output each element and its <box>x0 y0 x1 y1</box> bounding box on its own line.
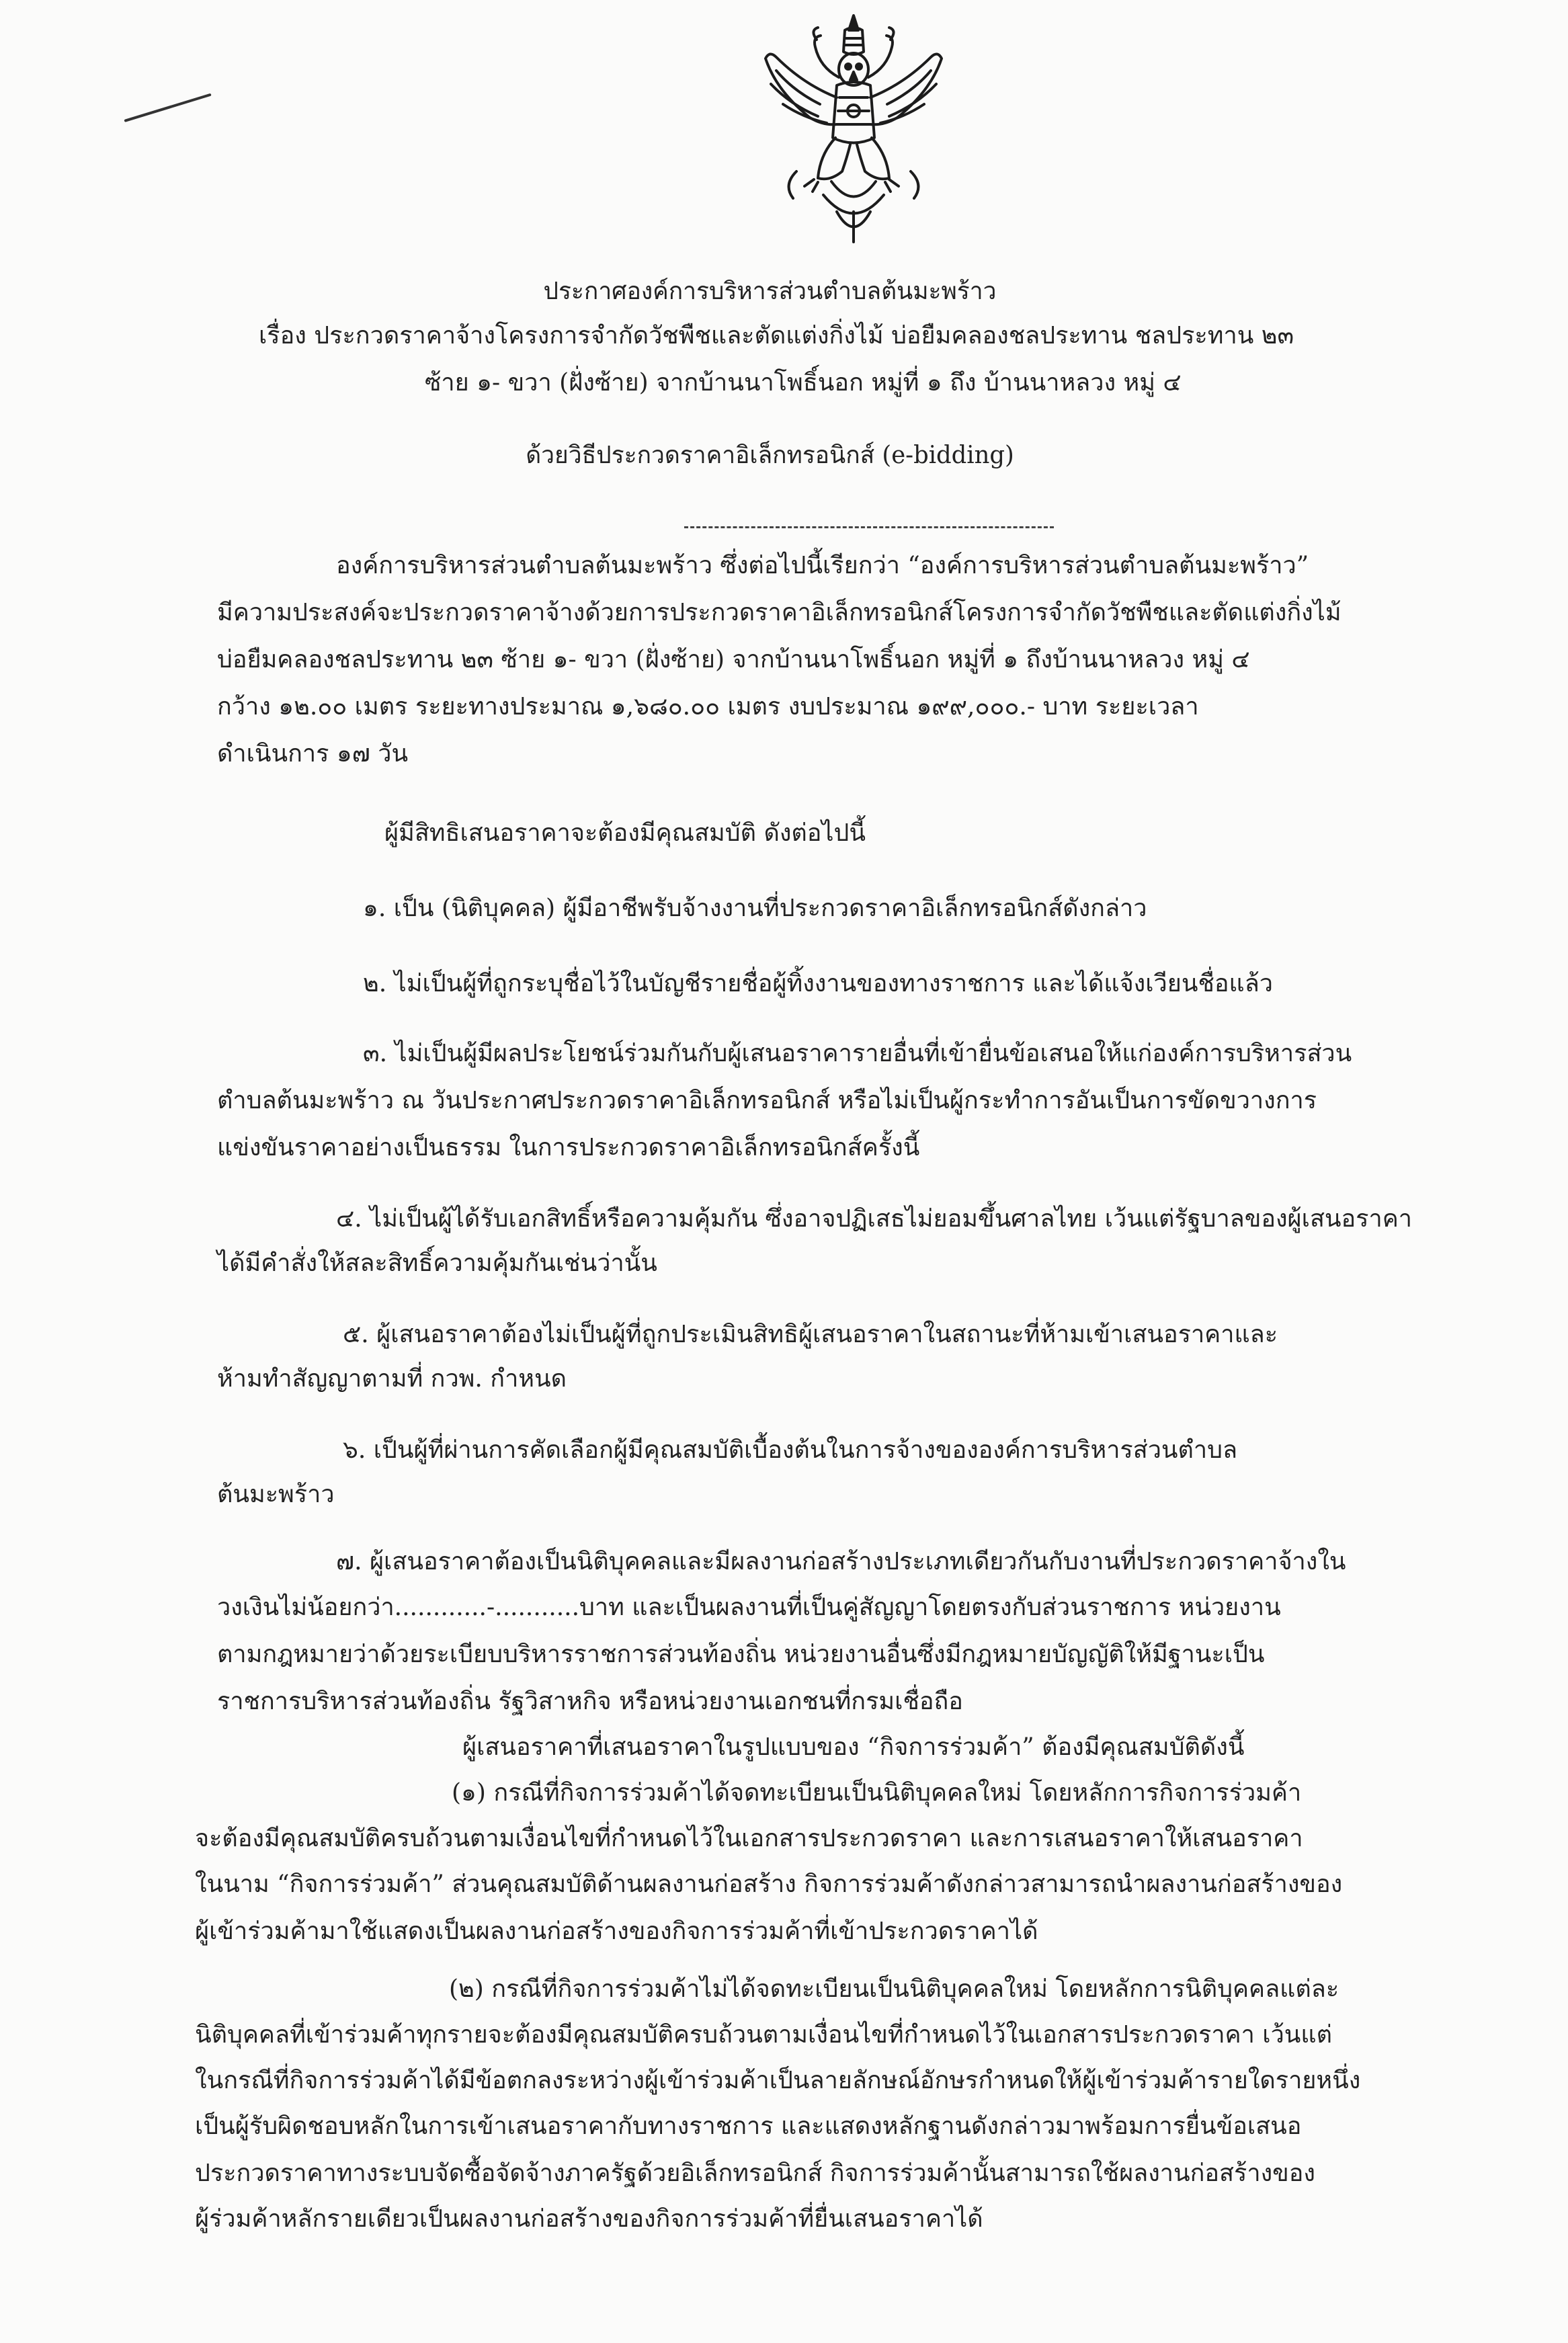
qualification-item-2: ๒. ไม่เป็นผู้ที่ถูกระบุชื่อไว้ในบัญชีรายชื่อผู้ทิ้งงานของทางราชการ และได้แจ้งเวียนชื่อแล้ว <box>363 970 1274 997</box>
qualification-item-7-cont: ราชการบริหารส่วนท้องถิ่น รัฐวิสาหกิจ หรือหน่วยงานเอกชนที่กรมเชื่อถือ <box>217 1688 963 1715</box>
intro-line: องค์การบริหารส่วนตำบลต้นมะพร้าว ซึ่งต่อไปนี้เรียกว่า “องค์การบริหารส่วนตำบลต้นมะพร้าว” <box>336 552 1309 579</box>
subject-line-3: ด้วยวิธีประกวดราคาอิเล็กทรอนิกส์ (e-bidding) <box>526 442 1014 469</box>
qualification-item-3-cont: ตำบลต้นมะพร้าว ณ วันประกาศประกวดราคาอิเล็กทรอนิกส์ หรือไม่เป็นผู้กระทำการอันเป็นการขัดขวางการ <box>217 1087 1317 1114</box>
qualification-item-4-cont: ได้มีคำสั่งให้สละสิทธิ์ความคุ้มกันเช่นว่านั้น <box>217 1249 657 1277</box>
jv-item-2: (๒) กรณีที่กิจการร่วมค้าไม่ได้จดทะเบียนเป็นนิติบุคคลใหม่ โดยหลักการนิติบุคคลแต่ละ <box>449 1975 1339 2003</box>
intro-line: บ่อยืมคลองชลประทาน ๒๓ ซ้าย ๑- ขวา (ฝั่งซ้าย) จากบ้านนาโพธิ์นอก หมู่ที่ ๑ ถึงบ้านนาหลวง หมู่ ๔ <box>217 646 1250 673</box>
subject-line-2: ซ้าย ๑- ขวา (ฝั่งซ้าย) จากบ้านนาโพธิ์นอก หมู่ที่ ๑ ถึง บ้านนาหลวง หมู่ ๔ <box>425 369 1182 397</box>
qualification-item-6: ๖. เป็นผู้ที่ผ่านการคัดเลือกผู้มีคุณสมบัติเบื้องต้นในการจ้างขององค์การบริหารส่วนตำบล <box>343 1436 1238 1464</box>
qualification-item-7: ๗. ผู้เสนอราคาต้องเป็นนิติบุคคลและมีผลงานก่อสร้างประเภทเดียวกันกับงานที่ประกวดราคาจ้างใน <box>336 1548 1346 1575</box>
intro-line: มีความประสงค์จะประกวดราคาจ้างด้วยการประกวดราคาอิเล็กทรอนิกส์โครงการจำกัดวัชพืชและตัดแต่งกิ่งไม้ <box>217 599 1342 626</box>
jv-item-2-cont: ผู้ร่วมค้าหลักรายเดียวเป็นผลงานก่อสร้างของกิจการร่วมค้าที่ยื่นเสนอราคาได้ <box>195 2205 983 2233</box>
qualification-item-3: ๓. ไม่เป็นผู้มีผลประโยชน์ร่วมกันกับผู้เสนอราคารายอื่นที่เข้ายื่นข้อเสนอให้แก่องค์การบริหารส่วน <box>363 1040 1352 1067</box>
title-divider <box>684 526 1054 528</box>
qualifications-heading: ผู้มีสิทธิเสนอราคาจะต้องมีคุณสมบัติ ดังต่อไปนี้ <box>384 819 866 847</box>
qualification-item-7-cont: วงเงินไม่น้อยกว่า............-...........บาท และเป็นผลงานที่เป็นคู่สัญญาโดยตรงกับส่วนราชการ หน่วยงาน <box>217 1594 1281 1621</box>
qualification-item-6-cont: ต้นมะพร้าว <box>217 1481 335 1508</box>
qualification-item-3-cont: แข่งขันราคาอย่างเป็นธรรม ในการประกวดราคาอิเล็กทรอนิกส์ครั้งนี้ <box>217 1134 920 1161</box>
jv-item-1-cont: ผู้เข้าร่วมค้ามาใช้แสดงเป็นผลงานก่อสร้างของกิจการร่วมค้าที่เข้าประกวดราคาได้ <box>195 1918 1038 1945</box>
intro-line: ดำเนินการ ๑๗ วัน <box>217 740 409 768</box>
jv-item-2-cont: ประกวดราคาทางระบบจัดซื้อจัดจ้างภาครัฐด้วยอิเล็กทรอนิกส์ กิจการร่วมค้านั้นสามารถใช้ผลงานก่อสร้างของ <box>195 2160 1315 2187</box>
intro-line: กว้าง ๑๒.๐๐ เมตร ระยะทางประมาณ ๑,๖๘๐.๐๐ เมตร งบประมาณ ๑๙๙,๐๐๐.- บาท ระยะเวลา <box>217 693 1199 721</box>
jv-item-1-cont: จะต้องมีคุณสมบัติครบถ้วนตามเงื่อนไขที่กำหนดไว้ในเอกสารประกวดราคา และการเสนอราคาให้เสนอราคา <box>195 1825 1303 1852</box>
jv-item-2-cont: ในกรณีที่กิจการร่วมค้าได้มีข้อตกลงระหว่างผู้เข้าร่วมค้าเป็นลายลักษณ์อักษรกำหนดให้ผู้เข้าร่วมค้ารายใดรายหนึ่ง <box>195 2067 1361 2094</box>
joint-venture-heading: ผู้เสนอราคาที่เสนอราคาในรูปแบบของ “กิจการร่วมค้า” ต้องมีคุณสมบัติดังนี้ <box>462 1733 1245 1761</box>
jv-item-1-cont: ในนาม “กิจการร่วมค้า” ส่วนคุณสมบัติด้านผลงานก่อสร้าง กิจการร่วมค้าดังกล่าวสามารถนำผลงานก่อสร้างของ <box>195 1871 1343 1898</box>
subject-line-1: เรื่อง ประกวดราคาจ้างโครงการจำกัดวัชพืชและตัดแต่งกิ่งไม้ บ่อยืมคลองชลประทาน ชลประทาน ๒๓ <box>259 322 1294 350</box>
garuda-emblem-icon <box>756 10 951 249</box>
qualification-item-5: ๕. ผู้เสนอราคาต้องไม่เป็นผู้ที่ถูกประเมินสิทธิผู้เสนอราคาในสถานะที่ห้ามเข้าเสนอราคาและ <box>343 1321 1278 1348</box>
stray-pen-mark <box>124 93 211 122</box>
jv-item-2-cont: นิติบุคคลที่เข้าร่วมค้าทุกรายจะต้องมีคุณสมบัติครบถ้วนตามเงื่อนไขที่กำหนดไว้ในเอกสารประกวดราคา เว้นแต่ <box>195 2021 1332 2049</box>
qualification-item-4: ๔. ไม่เป็นผู้ได้รับเอกสิทธิ์หรือความคุ้มกัน ซึ่งอาจปฏิเสธไม่ยอมขึ้นศาลไทย เว้นแต่รัฐบาลของผู้เสนอราคา <box>336 1205 1412 1233</box>
jv-item-1: (๑) กรณีที่กิจการร่วมค้าได้จดทะเบียนเป็นนิติบุคคลใหม่ โดยหลักการกิจการร่วมค้า <box>452 1779 1302 1807</box>
qualification-item-7-cont: ตามกฎหมายว่าด้วยระเบียบบริหารราชการส่วนท้องถิ่น หน่วยงานอื่นซึ่งมีกฎหมายบัญญัติให้มีฐานะเป็น <box>217 1641 1265 1668</box>
qualification-item-1: ๑. เป็น (นิติบุคคล) ผู้มีอาชีพรับจ้างงานที่ประกวดราคาอิเล็กทรอนิกส์ดังกล่าว <box>363 895 1147 922</box>
qualification-item-5-cont: ห้ามทำสัญญาตามที่ กวพ. กำหนด <box>217 1365 567 1393</box>
jv-item-2-cont: เป็นผู้รับผิดชอบหลักในการเข้าเสนอราคากับทางราชการ และแสดงหลักฐานดังกล่าวมาพร้อมการยื่นข้อเสนอ <box>195 2112 1302 2140</box>
announcement-title: ประกาศองค์การบริหารส่วนตำบลต้นมะพร้าว <box>543 278 997 305</box>
